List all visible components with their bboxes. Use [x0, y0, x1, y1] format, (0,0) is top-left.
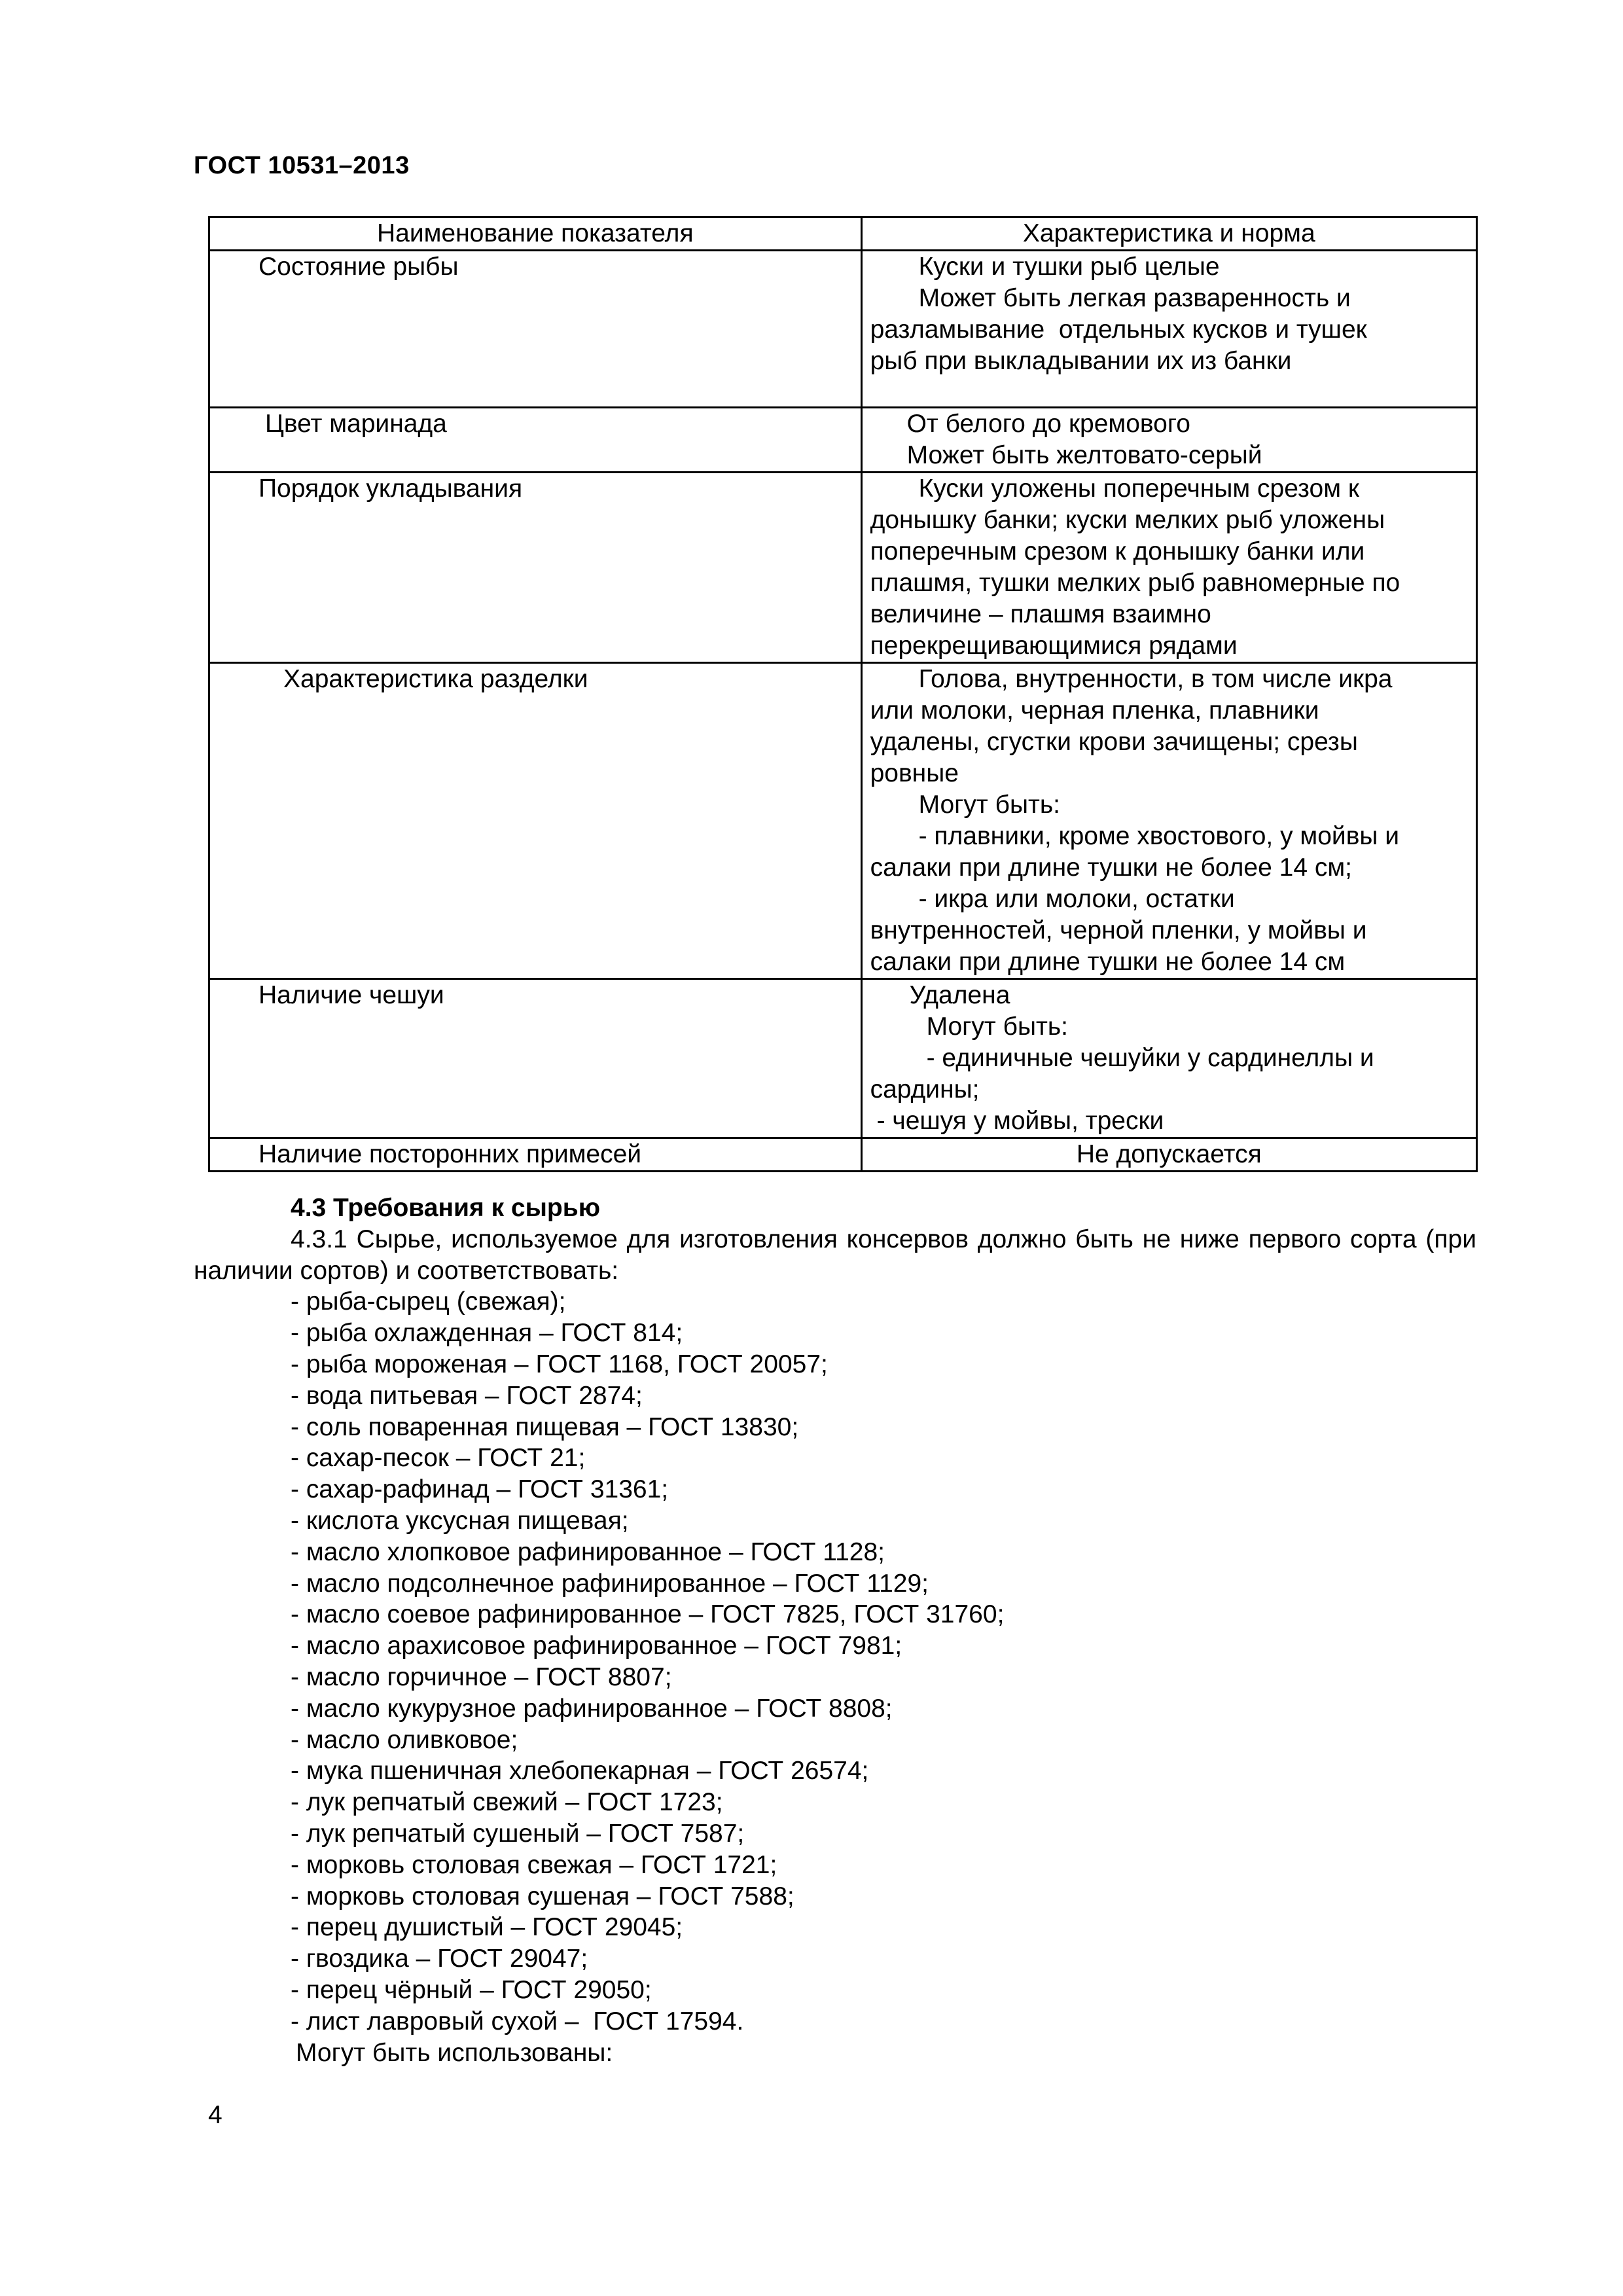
list-item: - лук репчатый свежий – ГОСТ 1723; [291, 1788, 723, 1817]
list-item: - вода питьевая – ГОСТ 2874; [291, 1381, 643, 1410]
list-item: - лук репчатый сушеный – ГОСТ 7587; [291, 1819, 745, 1848]
row-norm-line: Голова, внутренности, в том числе икра [918, 665, 1393, 693]
section-title: 4.3 Требования к сырью [291, 1194, 601, 1222]
table-row [209, 663, 1477, 979]
table-row [209, 408, 1477, 473]
table-row [209, 1138, 1477, 1172]
row-norm-line: донышку банки; куски мелких рыб уложены [870, 506, 1385, 534]
list-item: - сахар-песок – ГОСТ 21; [291, 1444, 586, 1473]
list-item: - перец душистый – ГОСТ 29045; [291, 1913, 683, 1942]
table-row [209, 473, 1477, 663]
row-norm-line: перекрещивающимися рядами [870, 632, 1238, 660]
list-item: - масло хлопковое рафинированное – ГОСТ 1128; [291, 1537, 885, 1566]
table-row [209, 251, 1477, 408]
section-paragraph: 4.3.1 Сырье, используемое для изготовления консервов должно быть не ниже первого сорта (при наличии сортов) и соответствовать: [194, 1225, 1476, 1285]
characteristics-table [208, 216, 1478, 1172]
row-norm-line: - единичные чешуйки у сардинеллы и [926, 1044, 1374, 1072]
list-item: - лист лавровый сухой – ГОСТ 17594. [291, 2007, 744, 2036]
list-item: - морковь столовая свежая – ГОСТ 1721; [291, 1850, 777, 1879]
list-item: - масло горчичное – ГОСТ 8807; [291, 1662, 672, 1691]
list-item: - морковь столовая сушеная – ГОСТ 7588; [291, 1882, 794, 1910]
row-norm-line: Куски уложены поперечным срезом к [918, 475, 1359, 503]
row-norm-line: - чешуя у мойвы, трески [876, 1107, 1164, 1135]
row-norm-line: ровные [870, 759, 959, 787]
column-header-indicator: Наименование показателя [209, 217, 862, 251]
row-indicator-name: Цвет маринада [265, 410, 447, 438]
section-tail: Могут быть использованы: [296, 2038, 613, 2067]
row-norm-line: Удалена [909, 981, 1010, 1009]
row-indicator-name: Характеристика разделки [283, 665, 588, 693]
row-norm-line: сардины; [870, 1075, 980, 1103]
list-item: - масло арахисовое рафинированное – ГОСТ 7981; [291, 1632, 902, 1660]
list-item: - рыба охлажденная – ГОСТ 814; [291, 1319, 683, 1348]
list-item: - сахар-рафинад – ГОСТ 31361; [291, 1475, 669, 1504]
list-item: - масло оливковое; [291, 1725, 518, 1754]
list-item: - масло кукурузное рафинированное – ГОСТ 8808; [291, 1694, 893, 1723]
list-item: - кислота уксусная пищевая; [291, 1506, 629, 1535]
row-indicator-name: Наличие посторонних примесей [259, 1140, 642, 1168]
row-norm-line: разламывание отдельных кусков и тушек [870, 315, 1367, 344]
list-item: - перец чёрный – ГОСТ 29050; [291, 1975, 652, 2004]
row-norm-line: Могут быть: [926, 1013, 1068, 1041]
row-indicator-name: Состояние рыбы [259, 253, 459, 281]
row-norm-line: рыб при выкладывании их из банки [870, 347, 1292, 375]
row-indicator-name: Наличие чешуи [259, 981, 444, 1009]
list-item: - мука пшеничная хлебопекарная – ГОСТ 26574; [291, 1757, 869, 1785]
row-indicator-name: Порядок укладывания [259, 475, 523, 503]
page-number: 4 [208, 2101, 223, 2129]
document-header: ГОСТ 10531–2013 [194, 152, 410, 179]
list-item: - рыба мороженая – ГОСТ 1168, ГОСТ 20057; [291, 1350, 828, 1378]
table-row [209, 979, 1477, 1138]
list-item: - соль поваренная пищевая – ГОСТ 13830; [291, 1412, 799, 1441]
row-norm-line: поперечным срезом к донышку банки или [870, 537, 1365, 565]
column-header-norm: Характеристика и норма [861, 217, 1476, 251]
list-item: - рыба-сырец (свежая); [291, 1287, 566, 1316]
row-norm-line: - икра или молоки, остатки [918, 885, 1235, 913]
row-norm-line: От белого до кремового [906, 410, 1190, 438]
row-norm-line: Может быть желтовато-серый [906, 441, 1262, 469]
row-norm-line: или молоки, черная пленка, плавники [870, 696, 1319, 725]
row-norm-line: Куски и тушки рыб целые [918, 253, 1220, 281]
table-header-row [209, 217, 1477, 251]
row-norm-line: салаки при длине тушки не более 14 см [870, 948, 1346, 976]
row-norm-line: Может быть легкая разваренность и [918, 284, 1351, 312]
row-norm-line: Могут быть: [918, 791, 1060, 819]
section-body [194, 1193, 1476, 2068]
row-norm-line: Не допускается [1076, 1140, 1262, 1168]
row-norm-line: плашмя, тушки мелких рыб равномерные по [870, 569, 1400, 597]
row-norm-line: величине – плашмя взаимно [870, 600, 1211, 628]
list-item: - масло подсолнечное рафинированное – ГОСТ 1129; [291, 1569, 929, 1598]
row-norm-line: салаки при длине тушки не более 14 см; [870, 853, 1353, 882]
list-item: - гвоздика – ГОСТ 29047; [291, 1945, 588, 1973]
row-norm-line: - плавники, кроме хвостового, у мойвы и [918, 822, 1400, 850]
list-item: - масло соевое рафинированное – ГОСТ 7825, ГОСТ 31760; [291, 1600, 1005, 1629]
row-norm-line: внутренностей, черной пленки, у мойвы и [870, 916, 1367, 944]
row-norm-line: удалены, сгустки крови зачищены; срезы [870, 728, 1358, 756]
